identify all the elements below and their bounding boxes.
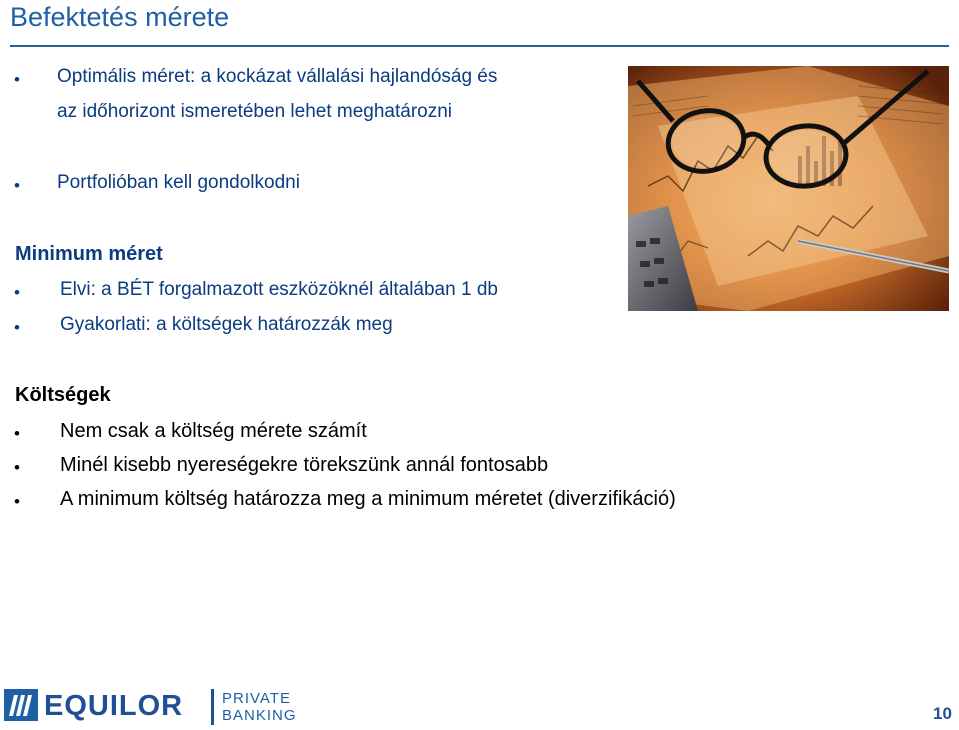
bullet-marker: • xyxy=(14,492,20,511)
bullet-text: A minimum költség határozza meg a minimum méretet (diverzifikáció) xyxy=(60,488,676,510)
bullet-marker: • xyxy=(14,458,20,477)
bullet-marker: • xyxy=(14,283,20,302)
glasses-on-financial-charts-image xyxy=(628,66,949,311)
bullet-text: Nem csak a költség mérete számít xyxy=(60,420,367,442)
brand-subtitle-banking: BANKING xyxy=(222,707,297,724)
bullet-text: Optimális méret: a kockázat vállalási hajlandóság és xyxy=(57,66,498,87)
bullet-marker: • xyxy=(14,318,20,337)
bullet-text: Gyakorlati: a költségek határozzák meg xyxy=(60,314,393,335)
page-number: 10 xyxy=(933,704,952,723)
bullet-text: Elvi: a BÉT forgalmazott eszközöknél általában 1 db xyxy=(60,279,498,300)
section-heading: Költségek xyxy=(15,384,111,406)
bullet-marker: • xyxy=(14,70,20,89)
bullet-text: Minél kisebb nyereségekre törekszünk annál fontosabb xyxy=(60,454,549,476)
equilor-logo-icon xyxy=(4,689,38,721)
bullet-marker: • xyxy=(14,424,20,443)
bullet-marker: • xyxy=(14,176,20,195)
brand-name: EQUILOR xyxy=(44,690,184,722)
slide-title: Befektetés mérete xyxy=(10,2,230,32)
brand-subtitle-private: PRIVATE xyxy=(222,690,291,707)
title-divider xyxy=(10,45,949,47)
bullet-text: Portfolióban kell gondolkodni xyxy=(57,172,300,193)
logo-divider xyxy=(211,689,214,725)
section-heading: Minimum méret xyxy=(15,243,163,265)
bullet-text-continued: az időhorizont ismeretében lehet meghatározni xyxy=(57,101,453,122)
